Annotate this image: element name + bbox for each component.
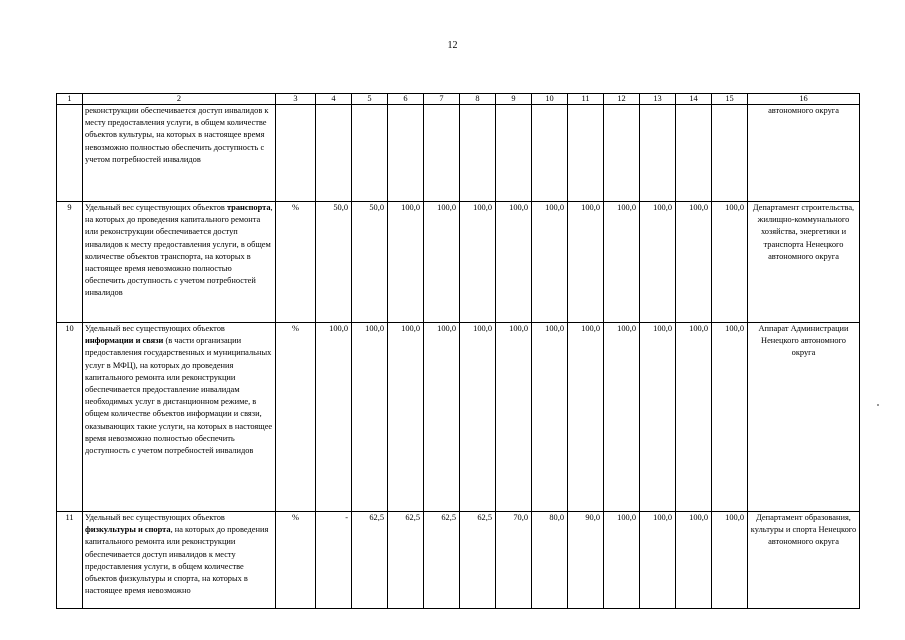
value-cell-col-12: 100,0 — [604, 512, 640, 609]
value-cell-col-7: 62,5 — [424, 512, 460, 609]
value-cell-col-11: 90,0 — [568, 512, 604, 609]
value-cell-col-12: 100,0 — [604, 202, 640, 323]
column-header-10: 10 — [532, 94, 568, 105]
table-row — [57, 105, 860, 202]
value-cell-col-5 — [352, 105, 388, 202]
table-row — [57, 202, 860, 323]
column-header-6: 6 — [388, 94, 424, 105]
description-fragment: (в части организации предоставления государственных и муниципальных услуг в МФЦ), на которых до проведения капитального ремонта или реконструкции обеспечивается предоставление инвалидам необходимых услуг в дистанционном режиме, в общем количестве объектов информации и связи, оказывающих такие услуги, на которых в настоящее время невозможно полностью обеспечить доступность с учетом потребностей инвалидов — [85, 336, 273, 456]
row-number — [57, 105, 83, 202]
row-number: 11 — [57, 512, 83, 609]
value-cell-col-6 — [388, 105, 424, 202]
value-cell-col-10: 100,0 — [532, 202, 568, 323]
column-header-15: 15 — [712, 94, 748, 105]
value-cell-col-4: - — [316, 512, 352, 609]
indicator-description — [83, 105, 276, 202]
value-cell-col-8: 100,0 — [460, 323, 496, 512]
responsible-organization: автономного округа — [748, 105, 860, 202]
value-cell-col-9: 100,0 — [496, 323, 532, 512]
value-cell-col-9: 100,0 — [496, 202, 532, 323]
column-header-1: 1 — [57, 94, 83, 105]
indicators-table — [56, 93, 860, 609]
column-header-4: 4 — [316, 94, 352, 105]
description-fragment: , на которых до проведения капитального ремонта или реконструкции обеспечивается доступ инвалидов к месту предоставления услуги, в общем количестве объектов физкультуры и спорта, на которых в настоящее время невозможно — [85, 525, 269, 596]
column-header-13: 13 — [640, 94, 676, 105]
value-cell-col-9 — [496, 105, 532, 202]
value-cell-col-7: 100,0 — [424, 323, 460, 512]
column-header-2: 2 — [83, 94, 276, 105]
table-row — [57, 323, 860, 512]
value-cell-col-6: 100,0 — [388, 202, 424, 323]
unit-cell — [276, 105, 316, 202]
description-fragment: Удельный вес существующих объектов — [85, 324, 225, 333]
value-cell-col-14: 100,0 — [676, 323, 712, 512]
column-number-row — [57, 94, 860, 105]
value-cell-col-8: 100,0 — [460, 202, 496, 323]
column-header-8: 8 — [460, 94, 496, 105]
column-header-12: 12 — [604, 94, 640, 105]
value-cell-col-5: 100,0 — [352, 323, 388, 512]
value-cell-col-10 — [532, 105, 568, 202]
value-cell-col-4: 100,0 — [316, 323, 352, 512]
value-cell-col-9: 70,0 — [496, 512, 532, 609]
value-cell-col-11 — [568, 105, 604, 202]
column-header-5: 5 — [352, 94, 388, 105]
column-header-16: 16 — [748, 94, 860, 105]
column-header-7: 7 — [424, 94, 460, 105]
responsible-organization: Аппарат Администрации Ненецкого автономного округа — [748, 323, 860, 512]
description-fragment: реконструкции обеспечивается доступ инвалидов к месту предоставления услуги, в общем количестве объектов культуры, на которых в настоящее время невозможно полностью обеспечить доступность с учетом потребностей инвалидов — [85, 106, 269, 164]
row-number: 9 — [57, 202, 83, 323]
value-cell-col-14 — [676, 105, 712, 202]
description-fragment: Удельный вес существующих объектов — [85, 513, 225, 522]
value-cell-col-15 — [712, 105, 748, 202]
value-cell-col-13 — [640, 105, 676, 202]
value-cell-col-4 — [316, 105, 352, 202]
value-cell-col-12: 100,0 — [604, 323, 640, 512]
value-cell-col-7 — [424, 105, 460, 202]
column-header-3: 3 — [276, 94, 316, 105]
value-cell-col-4: 50,0 — [316, 202, 352, 323]
description-fragment: , на которых до проведения капитального ремонта или реконструкции обеспечивается доступ инвалидов к месту предоставления услуги, в общем количестве объектов транспорта, на которых в настоящее время невозможно полностью обеспечить доступность с учетом потребностей инвалидов — [85, 203, 273, 298]
value-cell-col-13: 100,0 — [640, 512, 676, 609]
column-header-11: 11 — [568, 94, 604, 105]
unit-cell: % — [276, 512, 316, 609]
value-cell-col-13: 100,0 — [640, 323, 676, 512]
value-cell-col-12 — [604, 105, 640, 202]
responsible-organization: Департамент образования, культуры и спорта Ненецкого автономного округа — [748, 512, 860, 609]
value-cell-col-7: 100,0 — [424, 202, 460, 323]
scan-speck — [877, 404, 879, 406]
value-cell-col-14: 100,0 — [676, 202, 712, 323]
value-cell-col-5: 50,0 — [352, 202, 388, 323]
column-header-14: 14 — [676, 94, 712, 105]
value-cell-col-8 — [460, 105, 496, 202]
value-cell-col-14: 100,0 — [676, 512, 712, 609]
indicator-description — [83, 202, 276, 323]
value-cell-col-8: 62,5 — [460, 512, 496, 609]
value-cell-col-6: 100,0 — [388, 323, 424, 512]
row-number: 10 — [57, 323, 83, 512]
value-cell-col-5: 62,5 — [352, 512, 388, 609]
table-row — [57, 512, 860, 609]
column-header-9: 9 — [496, 94, 532, 105]
description-fragment: Удельный вес существующих объектов — [85, 203, 227, 212]
value-cell-col-15: 100,0 — [712, 202, 748, 323]
value-cell-col-15: 100,0 — [712, 323, 748, 512]
responsible-organization: Департамент строительства, жилищно-коммунального хозяйства, энергетики и транспорта Ненецкого автономного округа — [748, 202, 860, 323]
value-cell-col-13: 100,0 — [640, 202, 676, 323]
unit-cell: % — [276, 323, 316, 512]
value-cell-col-6: 62,5 — [388, 512, 424, 609]
page-number: 12 — [447, 40, 458, 51]
value-cell-col-15: 100,0 — [712, 512, 748, 609]
unit-cell: % — [276, 202, 316, 323]
description-bold-fragment: транспорта — [226, 203, 271, 212]
description-bold-fragment: информации и связи — [85, 336, 164, 346]
value-cell-col-10: 100,0 — [532, 323, 568, 512]
value-cell-col-11: 100,0 — [568, 202, 604, 323]
value-cell-col-10: 80,0 — [532, 512, 568, 609]
indicator-description — [83, 323, 276, 512]
value-cell-col-11: 100,0 — [568, 323, 604, 512]
indicator-description — [83, 512, 276, 609]
description-bold-fragment: физкультуры и спорта — [85, 525, 171, 535]
